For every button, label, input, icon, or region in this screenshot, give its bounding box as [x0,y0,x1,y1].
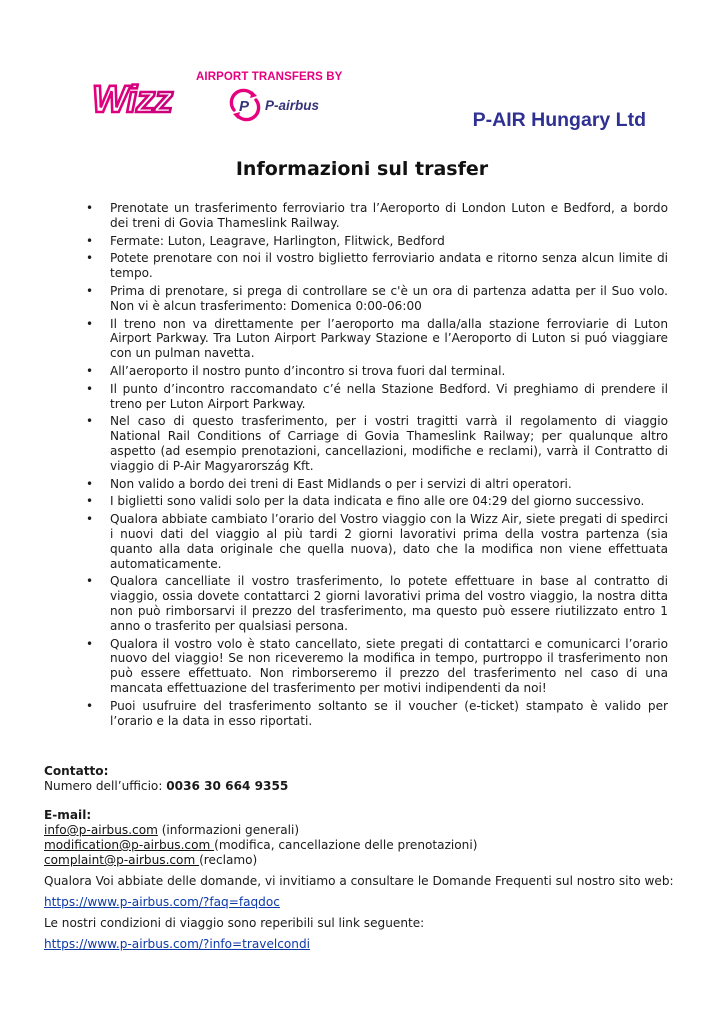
bullet-icon: • [86,698,94,713]
faq-link[interactable]: https://www.p-airbus.com/?faq=faqdoc [44,895,280,909]
email-complaint-note: (reclamo) [199,853,258,867]
bullet-icon: • [86,476,94,491]
bullet-text: Prenotate un trasferimento ferroviario tra l’Aeroporto di London Luton e Bedford, a bordo dei treni di Govia Thameslink Railway. [110,201,668,230]
bullet-text: Il punto d’incontro raccomandato c’é nella Stazione Bedford. Vi preghiamo di prendere il treno per Luton Airport Parkway. [110,381,668,411]
pairbus-circle-icon [228,88,262,122]
bullet-icon: • [86,381,94,396]
email-line-info [44,823,684,838]
list-item [86,364,668,379]
list-item [86,512,668,571]
bullet-text: Puoi usufruire del trasferimento soltanto se il voucher (e-ticket) stampato è valido per l’orario e la data in esso riportati. [110,698,668,728]
email-heading: E-mail: [44,808,92,822]
info-bullet-list [86,201,668,731]
conditions-link[interactable]: https://www.p-airbus.com/?info=travelcondi [44,937,310,951]
wizz-logo [90,76,188,120]
bullet-text: Qualora il vostro volo è stato cancellato, siete pregati di contattarci e comunicarci l’orario nuovo del viaggio! Se non riceveremo la modifica in tempo, purtroppo il trasferimento non può essere effettuato. Non rimborseremo il prezzo del trasferimento nel caso di una mancata effettuazione del trasferimento per motivi indipendenti da noi! [110,636,668,695]
airport-transfers-label: AIRPORT TRANSFERS BY [196,71,343,83]
pairbus-logo [228,88,319,122]
bullet-icon: • [86,233,94,248]
phone-line [44,779,684,794]
bullet-icon: • [86,574,94,589]
bullet-icon: • [86,636,94,651]
list-item [86,251,668,281]
bullet-icon: • [86,316,94,331]
list-item [86,494,668,509]
email-line-complaint [44,853,684,868]
email-modification-note: (modifica, cancellazione delle prenotazioni) [214,838,478,852]
contact-section [44,764,684,952]
bullet-icon: • [86,414,94,429]
bullet-text: Fermate: Luton, Leagrave, Harlington, Flitwick, Bedford [110,233,445,248]
email-info-link[interactable]: info@p-airbus.com [44,823,158,837]
list-item [86,574,668,633]
contact-heading: Contatto: [44,764,109,778]
email-modification-link[interactable]: modification@p-airbus.com [44,838,215,852]
company-name: P-AIR Hungary Ltd [472,109,646,131]
bullet-text: Potete prenotare con noi il vostro biglietto ferroviario andata e ritorno senza alcun limite di tempo. [110,251,668,281]
list-item [86,317,668,361]
bullet-text: Il treno non va direttamente per l’aeroporto ma dalla/alla stazione ferroviarie di Luton Airport Parkway. Tra Luton Airport Parkway Stazione e l’Aeroporto di Luton si puó viaggiare con un pulman navetta. [110,316,668,361]
list-item [86,699,668,729]
page-title: Informazioni sul trasfer [235,158,489,180]
bullet-text: Nel caso di questo trasferimento, per i vostri tragitti varrà il regolamento di viaggio National Rail Conditions of Carriage di Govia Thameslink Railway; per qualunque altro aspetto (ad esempio prenotazioni, cancellazioni, modifiche e reclami), varrà il Contratto di viaggio di P-Air Magyarország Kft. [110,414,668,473]
phone-number: 0036 30 664 9355 [166,779,289,793]
bullet-icon: • [86,494,94,509]
email-info-note: (informazioni generali) [157,823,300,837]
bullet-text: I biglietti sono validi solo per la data indicata e fino alle ore 04:29 del giorno successivo. [110,494,645,509]
list-item [86,382,668,412]
list-item [86,414,668,473]
bullet-icon: • [86,201,94,215]
faq-text: Qualora Voi abbiate delle domande, vi invitiamo a consultare le Domande Frequenti sul nostro sito web: [44,874,674,888]
conditions-text: Le nostri condizioni di viaggio sono reperibili sul link seguente: [44,916,425,930]
list-item [86,284,668,314]
bullet-icon: • [86,512,94,527]
bullet-text: Prima di prenotare, si prega di controllare se c'è un ora di partenza adatta per il Suo volo. Non vi è alcun trasferimento: Domenica 0:00-06:00 [110,283,668,313]
phone-label: Numero dell’ufficio: [44,779,167,793]
list-item [86,477,668,492]
bullet-icon: • [86,283,94,298]
bullet-text: All’aeroporto il nostro punto d’incontro si trova fuori dal terminal. [110,363,506,378]
pairbus-name: P-airbus [265,97,320,113]
bullet-text: Qualora cancelliate il vostro trasferimento, lo potete effettuare in base al contratto di viaggio, ossia dovete contattarci 2 giorni lavorativi prima del vostro viaggio, la nostra ditta non può rimborsarvi il prezzo del trasferimento, ma questo può essere riutilizzato entro 1 anno o trasferito per qualsiasi persona. [110,574,668,633]
list-item [86,637,668,696]
bullet-icon: • [86,251,94,266]
bullet-text: Non valido a bordo dei treni di East Midlands o per i servizi di altri operatori. [110,476,572,491]
list-item [86,234,668,249]
svg-text:P: P [239,98,250,115]
wizz-logo-text: Wizz [92,79,173,120]
email-line-modification [44,838,684,853]
list-item [86,201,668,231]
bullet-text: Qualora abbiate cambiato l’orario del Vostro viaggio con la Wizz Air, siete pregati di spedirci i nuovi dati del viaggio al più tardi 2 giorni lavorativi prima della vostra partenza (sia quanto alla data originale che quella nuova), dato che la modifica non viene effettuata automaticamente. [110,512,669,571]
email-complaint-link[interactable]: complaint@p-airbus.com [44,853,200,867]
bullet-icon: • [86,363,94,378]
